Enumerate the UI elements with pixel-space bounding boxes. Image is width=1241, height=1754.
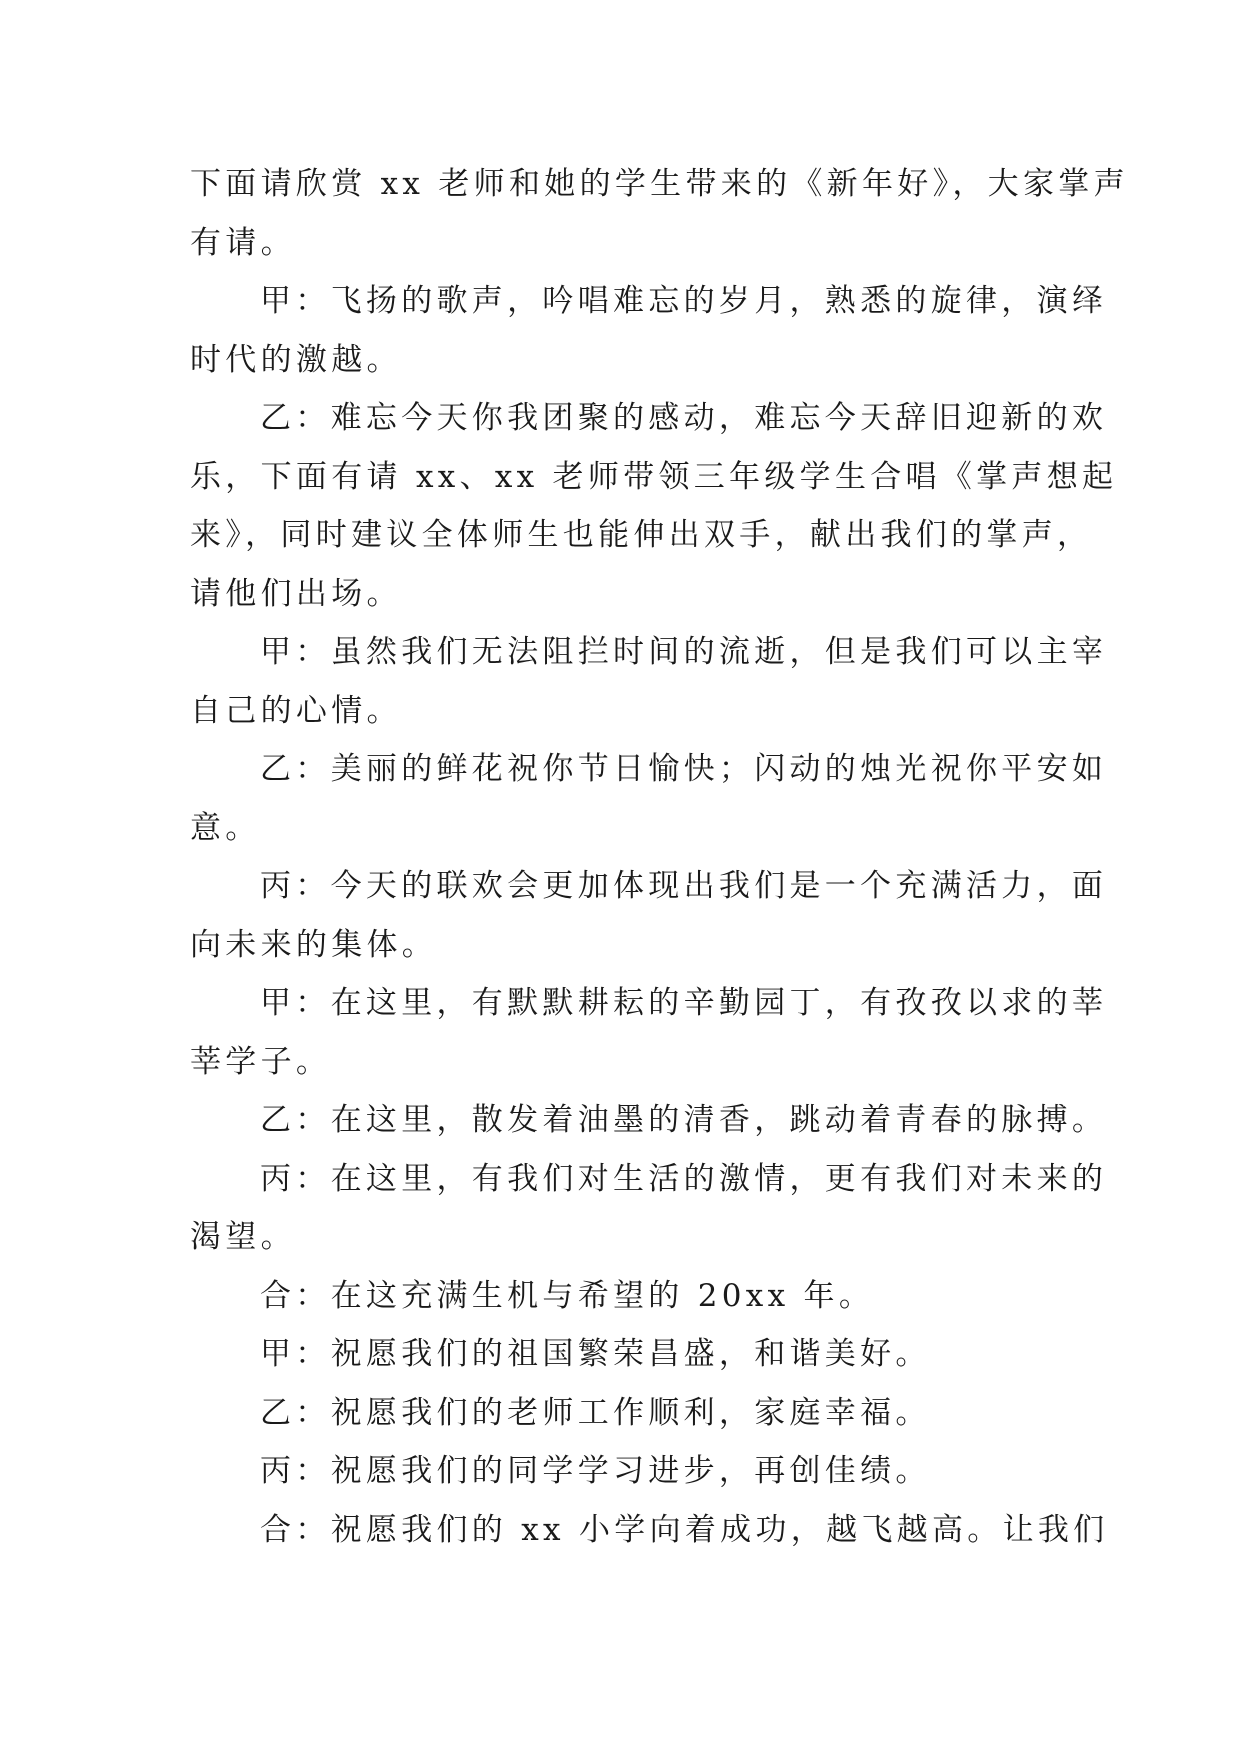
paragraph-jia-1 — [190, 272, 1108, 389]
text-line: 莘学子。 — [190, 1043, 332, 1080]
text-line: 时代的激越。 — [190, 341, 402, 378]
paragraph-he-1 — [190, 1267, 1050, 1326]
paragraph-yi-4 — [190, 1384, 1050, 1443]
text-line: 甲：在这里，有默默耕耘的辛勤园丁，有孜孜以求的莘 — [260, 985, 1108, 1021]
document-body — [190, 155, 1129, 1559]
paragraph-bing-2 — [190, 1150, 1108, 1267]
text-line: 乙：美丽的鲜花祝你节日愉快；闪动的烛光祝你平安如 — [260, 751, 1108, 787]
text-line: 合：祝愿我们的 xx 小学向着成功，越飞越高。让我们 — [260, 1511, 1109, 1548]
paragraph-bing-1 — [190, 857, 1108, 974]
text-line: 甲：虽然我们无法阻拦时间的流逝，但是我们可以主宰 — [260, 634, 1108, 670]
text-line: 渴望。 — [190, 1219, 296, 1255]
paragraph-intro — [190, 155, 1129, 272]
text-line: 乙：难忘今天你我团聚的感动，难忘今天辞旧迎新的欢 — [260, 400, 1108, 436]
text-line: 请他们出场。 — [190, 575, 402, 612]
paragraph-he-2 — [190, 1501, 1109, 1560]
paragraph-jia-2 — [190, 623, 1108, 740]
paragraph-yi-3 — [190, 1091, 1108, 1150]
text-line: 来》，同时建议全体师生也能伸出双手，献出我们的掌声， — [190, 517, 1093, 553]
text-line: 丙：祝愿我们的同学学习进步，再创佳绩。 — [260, 1453, 931, 1489]
text-line: 甲：祝愿我们的祖国繁荣昌盛，和谐美好。 — [260, 1336, 931, 1372]
text-line: 下面请欣赏 xx 老师和她的学生带来的《新年好》，大家掌声 — [190, 166, 1129, 202]
text-line: 乙：在这里，散发着油墨的清香，跳动着青春的脉搏。 — [260, 1102, 1108, 1138]
paragraph-yi-1 — [190, 389, 1118, 623]
paragraph-jia-4 — [190, 1325, 1050, 1384]
text-line: 向未来的集体。 — [190, 926, 438, 963]
text-line: 自己的心情。 — [190, 692, 402, 729]
text-line: 甲：飞扬的歌声，吟唱难忘的岁月，熟悉的旋律，演绎 — [260, 283, 1108, 319]
paragraph-yi-2 — [190, 740, 1108, 857]
text-line: 合：在这充满生机与希望的 20xx 年。 — [260, 1277, 875, 1314]
text-line: 丙：在这里，有我们对生活的激情，更有我们对未来的 — [260, 1160, 1108, 1197]
text-line: 乐，下面有请 xx、xx 老师带领三年级学生合唱《掌声想起 — [190, 458, 1118, 495]
text-line: 有请。 — [190, 224, 296, 261]
paragraph-jia-3 — [190, 974, 1108, 1091]
paragraph-bing-3 — [190, 1442, 1050, 1501]
text-line: 乙：祝愿我们的老师工作顺利，家庭幸福。 — [260, 1394, 931, 1431]
text-line: 意。 — [190, 809, 261, 846]
text-line: 丙：今天的联欢会更加体现出我们是一个充满活力，面 — [260, 868, 1108, 904]
